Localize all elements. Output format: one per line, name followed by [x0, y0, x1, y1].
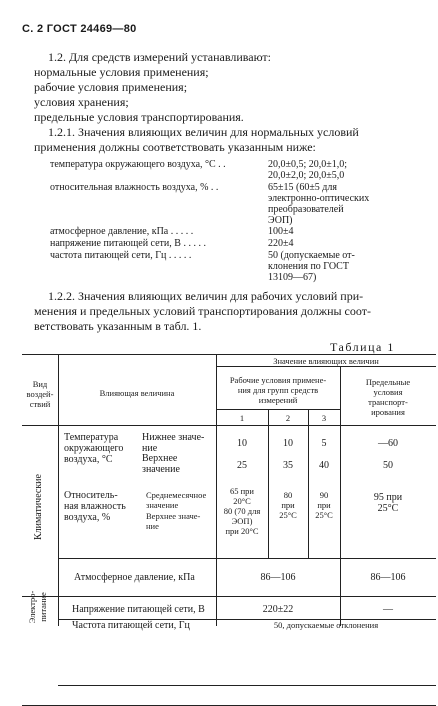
normal-press-label: атмосферное давление, кПа . . . . .: [50, 226, 194, 237]
header-group-1: 1: [239, 413, 245, 423]
section-electro: Электро- питание: [27, 590, 48, 624]
cell: 220±22: [262, 604, 294, 615]
header-work: Рабочие условия примене- ния для групп средств измерений: [229, 375, 327, 405]
list-item: нормальные условия применения;: [34, 65, 209, 79]
header-value: Влияющая величина: [99, 388, 175, 398]
cell: 50: [383, 460, 393, 471]
cell: 35: [283, 460, 293, 471]
list-item: рабочие условия применения;: [34, 80, 188, 94]
normal-temp-label: температура окружающего воздуха, °С . .: [50, 159, 226, 170]
normal-temp-value: 20,0±0,5; 20,0±1,0;: [268, 159, 348, 170]
header-group-2: 2: [285, 413, 291, 423]
normal-temp-value: 20,0±2,0; 20,0±5,0: [268, 170, 345, 181]
header-kind: Вид воздей- ствий: [26, 379, 54, 409]
cell: —60: [378, 438, 398, 449]
row-temp-high-label: Верхнее значение: [142, 453, 180, 475]
cell: —: [383, 604, 393, 615]
normal-press-value: 100±4: [268, 226, 294, 237]
header-group: Значение влияющих величин: [273, 356, 379, 366]
row-temp-label: Температура окружающего воздуха, °С: [64, 432, 124, 465]
list-item: предельные условия транспортирования.: [34, 110, 244, 124]
cell: 25: [237, 460, 247, 471]
cell: 65 при 20°С 80 (70 для ЭОП) при 20°С: [223, 486, 261, 536]
section-1-2-1-line: 1.2.1. Значения влияющих величин для нормальных условий: [48, 125, 359, 139]
cell: 86—106: [370, 572, 406, 583]
row-volt-label: Напряжение питающей сети, В: [72, 604, 205, 615]
normal-hum-label: относительная влажность воздуха, % . .: [50, 182, 219, 193]
cell: 80 при 25°С: [279, 490, 297, 520]
section-climatic: Климатические: [33, 474, 44, 540]
section-1-2-2-line: менения и предельных условий транспортирования должны соот-: [34, 304, 371, 318]
header-limit: Предельные условия транспорт- ирования: [365, 377, 411, 417]
normal-hum-value: 65±15 (60±5 для: [268, 182, 337, 193]
row-press-label: Атмосферное давление, кПа: [74, 572, 195, 583]
row-freq-label: Частота питающей сети, Гц: [72, 620, 190, 631]
cell: 10: [283, 438, 293, 449]
cell: 95 при 25°С: [373, 492, 403, 514]
normal-freq-label: частота питающей сети, Гц . . . . .: [50, 250, 192, 261]
cell: 90 при 25°С: [315, 490, 333, 520]
section-1-2-2-line: ветствовать указанным в табл. 1.: [34, 319, 202, 333]
row-hum-mid-label: Среднемесячное значение: [146, 490, 207, 510]
section-1-2-2-line: 1.2.2. Значения влияющих величин для рабочих условий при-: [48, 289, 364, 303]
row-freq-value: 50, допускаемые отклонения: [273, 620, 379, 630]
row-hum-label: Относитель- ная влажность воздуха, %: [64, 490, 126, 523]
row-hum-high-label: Верхнее значе- ние: [146, 511, 201, 531]
row-temp-low-label: Нижнее значе- ние: [142, 432, 205, 454]
header-group-3: 3: [321, 413, 327, 423]
normal-hum-value: ЭОП): [268, 215, 293, 226]
normal-freq-value: 50 (допускаемые от-: [268, 250, 355, 261]
cell: 5: [321, 438, 327, 449]
normal-hum-value: преобразователей: [268, 204, 344, 215]
section-1-2: 1.2. Для средств измерений устанавливают:: [48, 50, 271, 64]
normal-hum-value: электронно-оптических: [268, 193, 370, 204]
normal-volt-value: 220±4: [268, 238, 294, 249]
normal-freq-value: клонения по ГОСТ: [268, 261, 349, 272]
list-item: условия хранения;: [34, 95, 129, 109]
section-1-2-1-line: применения должны соответствовать указанным ниже:: [34, 140, 316, 154]
cell: 40: [319, 460, 329, 471]
cell: 86—106: [260, 572, 296, 583]
normal-freq-value: 13109—67): [268, 272, 317, 283]
cell: 10: [237, 438, 247, 449]
page-header: С. 2 ГОСТ 24469—80: [22, 23, 137, 35]
table-caption: Таблица 1: [330, 340, 395, 354]
normal-volt-label: напряжение питающей сети, В . . . . .: [50, 238, 206, 249]
